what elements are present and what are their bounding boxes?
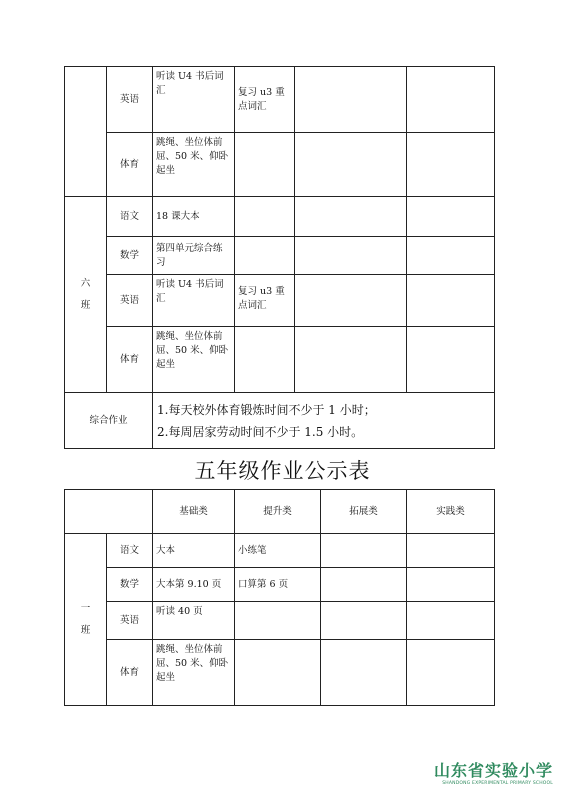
advanced-cell xyxy=(235,327,295,393)
extension-cell xyxy=(295,197,407,237)
summary-content xyxy=(153,393,495,449)
basic-cell: 大本第 9.10 页 xyxy=(153,568,235,602)
class-label-cell xyxy=(65,534,107,706)
summary-label: 综合作业 xyxy=(65,393,153,449)
table-row xyxy=(65,133,495,197)
extension-cell xyxy=(295,237,407,275)
practice-cell xyxy=(407,67,495,133)
school-logo-name: 山东省实验小学 xyxy=(433,761,553,780)
header-row xyxy=(65,490,495,534)
subject-cell: 英语 xyxy=(107,275,153,327)
summary-line-2: 2.每周居家劳动时间不少于 1.5 小时。 xyxy=(157,424,364,439)
practice-cell xyxy=(407,327,495,393)
basic-cell: 第四单元综合练习 xyxy=(153,237,235,275)
summary-line-1: 1.每天校外体育锻炼时间不少于 1 小时； xyxy=(157,402,376,417)
table-row xyxy=(65,275,495,327)
school-logo-name-en: SHANDONG EXPERIMENTAL PRIMARY SCHOOL xyxy=(442,781,553,786)
advanced-cell: 小练笔 xyxy=(235,534,321,568)
practice-cell xyxy=(407,602,495,640)
advanced-cell xyxy=(235,640,321,706)
advanced-cell xyxy=(235,237,295,275)
basic-cell: 跳绳、坐位体前屈、50 米、仰卧起坐 xyxy=(153,327,235,393)
page-title: 五年级作业公示表 xyxy=(194,459,371,483)
header-extension: 拓展类 xyxy=(321,490,407,534)
school-logo xyxy=(434,758,553,786)
extension-cell xyxy=(321,640,407,706)
extension-cell xyxy=(321,568,407,602)
subject-cell: 体育 xyxy=(107,640,153,706)
basic-cell: 跳绳、坐位体前屈、50 米、仰卧起坐 xyxy=(153,133,235,197)
header-practice: 实践类 xyxy=(407,490,495,534)
header-advanced: 提升类 xyxy=(235,490,321,534)
table-row xyxy=(65,197,495,237)
header-corner-cell xyxy=(65,490,153,534)
class-label-top: 一 xyxy=(80,602,91,614)
basic-cell: 听读 U4 书后词汇 xyxy=(153,275,235,327)
table-row xyxy=(65,640,495,706)
practice-cell xyxy=(407,534,495,568)
practice-cell xyxy=(407,275,495,327)
table-row xyxy=(65,602,495,640)
basic-cell: 听读 40 页 xyxy=(153,602,235,640)
table-row xyxy=(65,568,495,602)
subject-cell: 英语 xyxy=(107,602,153,640)
advanced-cell: 口算第 6 页 xyxy=(235,568,321,602)
extension-cell xyxy=(295,327,407,393)
subject-cell: 数学 xyxy=(107,237,153,275)
class-label-bottom: 班 xyxy=(80,624,91,636)
table-row xyxy=(65,327,495,393)
subject-cell: 体育 xyxy=(107,133,153,197)
advanced-cell xyxy=(235,133,295,197)
basic-cell: 大本 xyxy=(153,534,235,568)
basic-cell: 跳绳、坐位体前屈、50 米、仰卧起坐 xyxy=(153,640,235,706)
extension-cell xyxy=(295,275,407,327)
advanced-cell xyxy=(235,197,295,237)
class-label-cell xyxy=(65,197,107,393)
class-label-cell xyxy=(65,67,107,197)
table-row xyxy=(65,237,495,275)
basic-cell: 18 课大本 xyxy=(153,197,235,237)
extension-cell xyxy=(321,602,407,640)
subject-cell: 数学 xyxy=(107,568,153,602)
advanced-cell: 复习 u3 重点词汇 xyxy=(235,67,295,133)
subject-cell: 语文 xyxy=(107,534,153,568)
subject-cell: 体育 xyxy=(107,327,153,393)
basic-cell: 听读 U4 书后词汇 xyxy=(153,67,235,133)
homework-table-top xyxy=(64,66,495,449)
homework-table-grade5 xyxy=(64,489,495,706)
extension-cell xyxy=(295,133,407,197)
advanced-cell xyxy=(235,602,321,640)
practice-cell xyxy=(407,237,495,275)
practice-cell xyxy=(407,640,495,706)
header-basic: 基础类 xyxy=(153,490,235,534)
extension-cell xyxy=(295,67,407,133)
practice-cell xyxy=(407,133,495,197)
extension-cell xyxy=(321,534,407,568)
subject-cell: 语文 xyxy=(107,197,153,237)
practice-cell xyxy=(407,197,495,237)
table-row xyxy=(65,534,495,568)
class-label-bottom: 班 xyxy=(80,299,91,311)
subject-cell: 英语 xyxy=(107,67,153,133)
class-label-top: 六 xyxy=(80,277,91,289)
summary-row xyxy=(65,393,495,449)
advanced-cell: 复习 u3 重点词汇 xyxy=(235,275,295,327)
table-row xyxy=(65,67,495,133)
practice-cell xyxy=(407,568,495,602)
